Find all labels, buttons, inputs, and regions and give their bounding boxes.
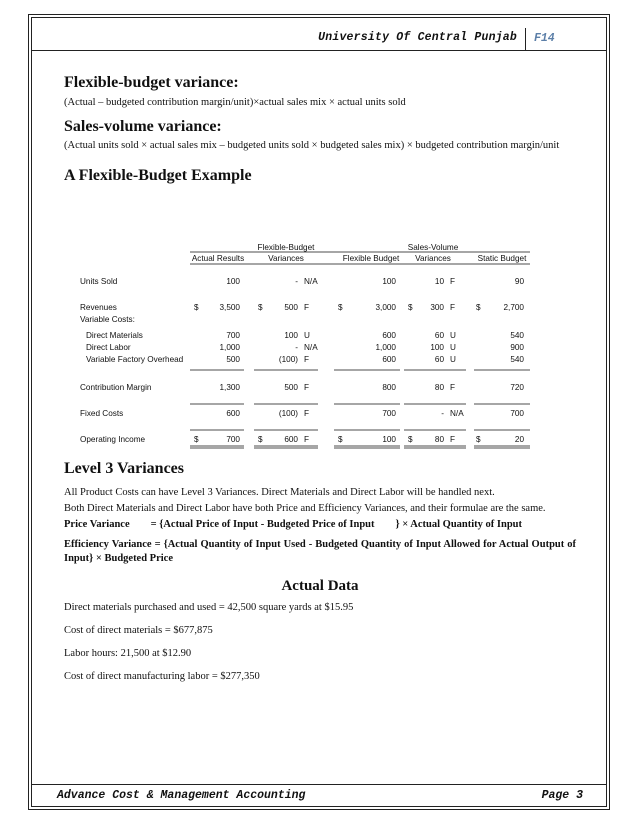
cell-actual: 3,500: [219, 303, 240, 312]
cell-sales-volume-variance: 100: [430, 343, 444, 352]
sales-volume-heading: Sales-volume variance:: [64, 118, 222, 135]
currency-sign: $: [258, 303, 263, 312]
cell-actual: 700: [226, 435, 240, 444]
cell-sales-volume-variance: 80: [434, 435, 444, 444]
cell-flex-variance-type: U: [304, 331, 310, 340]
cell-flex-variance: (100): [278, 355, 298, 364]
cell-flex-budget: 600: [382, 355, 396, 364]
cell-flex-variance: 100: [284, 331, 298, 340]
page-content: [64, 74, 576, 185]
cell-flex-variance: 500: [284, 303, 298, 312]
page-footer: [31, 784, 607, 807]
cell-sales-volume-type: F: [450, 277, 456, 286]
header-code: F14: [525, 28, 585, 50]
level3-section: [64, 460, 576, 684]
cell-static-budget: 2,700: [503, 303, 524, 312]
sales-volume-formula: (Actual units sold × actual sales mix – budgeted units sold × budgeted sales mix) × budgeted contribution margin/unit: [64, 140, 560, 151]
cell-flex-budget: 1,000: [375, 343, 396, 352]
cell-sales-volume-type: U: [450, 355, 456, 364]
cell-sales-volume-variance: 80: [434, 383, 444, 392]
cell-flex-variance-type: F: [304, 409, 310, 418]
cell-actual: 1,300: [219, 383, 240, 392]
cell-flex-variance: -: [295, 277, 298, 286]
cell-flex-budget: 600: [382, 331, 396, 340]
currency-sign: $: [408, 303, 413, 312]
cell-flex-variance-type: F: [304, 303, 310, 312]
cell-sales-volume-type: F: [450, 435, 456, 444]
actual-data-line: Cost of direct manufacturing labor = $277,350: [64, 671, 260, 682]
cell-sales-volume-variance: 60: [434, 331, 444, 340]
actual-data-heading: Actual Data: [281, 578, 359, 594]
cell-flex-budget: 100: [382, 435, 396, 444]
col-header-flexvar-2: Variances: [268, 254, 304, 263]
efficiency-variance-formula: Efficiency Variance = {Actual Quantity of Input Used - Budgeted Quantity of Input Allowed for Actual Output of Input} × Budgeted Price: [64, 539, 576, 564]
cell-flex-variance: -: [295, 343, 298, 352]
row-label: Contribution Margin: [80, 383, 152, 392]
level3-paragraph-2: Both Direct Materials and Direct Labor have both Price and Efficiency Variances, and their formulae are the same.: [64, 503, 546, 514]
col-header-sv-2: Variances: [415, 254, 451, 263]
col-header-flexvar-1: Flexible-Budget: [257, 243, 315, 252]
col-header-flexbudget: Flexible Budget: [342, 254, 400, 263]
cell-sales-volume-variance: -: [441, 409, 444, 418]
col-header-actual: Actual Results: [191, 254, 245, 263]
footer-page: Page 3: [541, 789, 583, 802]
cell-sales-volume-type: F: [450, 303, 456, 312]
cell-actual: 1,000: [219, 343, 240, 352]
cell-static-budget: 720: [510, 383, 524, 392]
cell-static-budget: 540: [510, 355, 524, 364]
flex-variance-formula: (Actual – budgeted contribution margin/unit)×actual sales mix × actual units sold: [64, 97, 406, 108]
example-heading: A Flexible-Budget Example: [64, 167, 252, 184]
actual-data-line: Cost of direct materials = $677,875: [64, 625, 213, 636]
table-body: [80, 277, 530, 448]
cell-sales-volume-type: U: [450, 343, 456, 352]
row-label: Variable Costs:: [80, 315, 135, 324]
cell-flex-variance: (100): [278, 409, 298, 418]
page-header: [31, 28, 607, 51]
currency-sign: $: [476, 303, 481, 312]
cell-sales-volume-variance: 60: [434, 355, 444, 364]
cell-static-budget: 20: [514, 435, 524, 444]
cell-actual: 500: [226, 355, 240, 364]
row-label: Direct Materials: [86, 331, 143, 340]
cell-flex-variance-type: F: [304, 355, 310, 364]
currency-sign: $: [408, 435, 413, 444]
row-label: Fixed Costs: [80, 409, 124, 418]
currency-sign: $: [194, 303, 199, 312]
row-label: Direct Labor: [86, 343, 131, 352]
cell-flex-variance-type: N/A: [304, 277, 318, 286]
header-title: University Of Central Punjab: [318, 31, 517, 44]
cell-flex-budget: 800: [382, 383, 396, 392]
cell-sales-volume-type: F: [450, 383, 456, 392]
currency-sign: $: [476, 435, 481, 444]
cell-static-budget: 700: [510, 409, 524, 418]
level3-paragraph-1: All Product Costs can have Level 3 Variances. Direct Materials and Direct Labor will be handled next.: [64, 487, 495, 498]
cell-flex-variance-type: F: [304, 383, 310, 392]
flexible-budget-table: [78, 232, 538, 450]
cell-actual: 100: [226, 277, 240, 286]
currency-sign: $: [338, 303, 343, 312]
actual-data-line: Direct materials purchased and used = 42,500 square yards at $15.95: [64, 602, 354, 613]
cell-sales-volume-variance: 300: [430, 303, 444, 312]
cell-flex-variance-type: N/A: [304, 343, 318, 352]
cell-flex-budget: 3,000: [375, 303, 396, 312]
cell-flex-budget: 100: [382, 277, 396, 286]
footer-course: Advance Cost & Management Accounting: [57, 789, 306, 802]
row-label: Variable Factory Overhead: [86, 355, 184, 364]
cell-actual: 600: [226, 409, 240, 418]
cell-flex-variance-type: F: [304, 435, 310, 444]
row-label: Revenues: [80, 303, 117, 312]
row-label: Operating Income: [80, 435, 146, 444]
row-label: Units Sold: [80, 277, 118, 286]
cell-flex-variance: 600: [284, 435, 298, 444]
cell-sales-volume-variance: 10: [434, 277, 444, 286]
cell-static-budget: 900: [510, 343, 524, 352]
col-header-static: Static Budget: [477, 254, 527, 263]
currency-sign: $: [258, 435, 263, 444]
cell-static-budget: 540: [510, 331, 524, 340]
currency-sign: $: [338, 435, 343, 444]
cell-sales-volume-type: U: [450, 331, 456, 340]
level3-heading: Level 3 Variances: [64, 460, 184, 477]
cell-sales-volume-type: N/A: [450, 409, 464, 418]
col-header-sv-1: Sales-Volume: [407, 243, 459, 252]
cell-flex-variance: 500: [284, 383, 298, 392]
actual-data-line: Labor hours: 21,500 at $12.90: [64, 648, 192, 659]
cell-flex-budget: 700: [382, 409, 396, 418]
price-variance-formula: Price Variance = {Actual Price of Input - Budgeted Price of Input } × Actual Quantity of Input: [64, 519, 523, 530]
cell-static-budget: 90: [514, 277, 524, 286]
cell-actual: 700: [226, 331, 240, 340]
actual-data-list: [64, 601, 576, 684]
currency-sign: $: [194, 435, 199, 444]
flex-variance-heading: Flexible-budget variance:: [64, 74, 239, 91]
